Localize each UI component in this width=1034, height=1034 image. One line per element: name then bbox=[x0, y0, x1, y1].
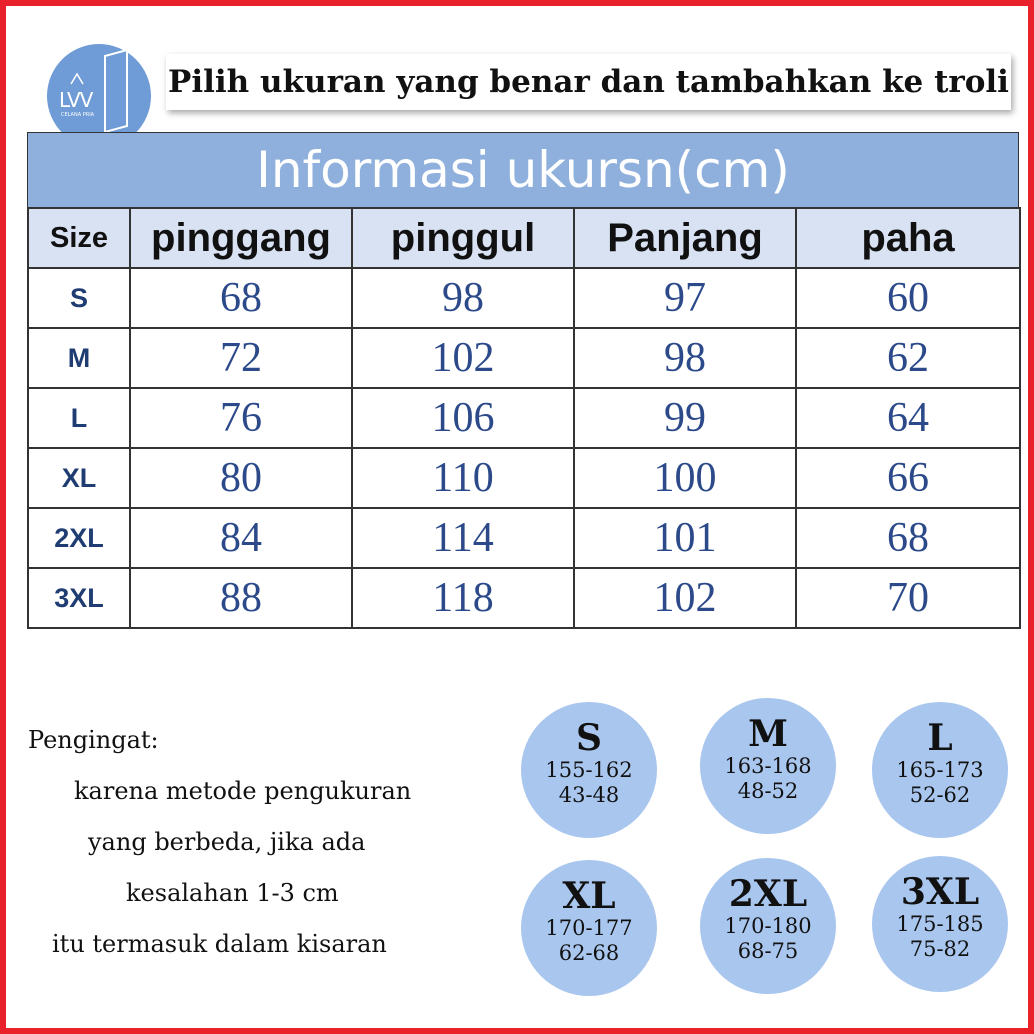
header-size: Size bbox=[28, 208, 130, 268]
cell-paha: 68 bbox=[796, 508, 1020, 568]
cell-panjang: 100 bbox=[574, 448, 796, 508]
size-table-title: Informasi ukursn(cm) bbox=[27, 132, 1019, 208]
badge-weight-range: 48-52 bbox=[737, 779, 799, 803]
cell-paha: 62 bbox=[796, 328, 1020, 388]
cell-pinggul: 118 bbox=[352, 568, 574, 628]
cell-paha: 64 bbox=[796, 388, 1020, 448]
badge-size: XL bbox=[562, 875, 616, 917]
logo-subtext: CELANA PRIA bbox=[61, 112, 95, 118]
headline-banner: Pilih ukuran yang benar dan tambahkan ke troli bbox=[166, 54, 1011, 110]
cell-pinggul: 110 bbox=[352, 448, 574, 508]
badge-weight-range: 75-82 bbox=[909, 937, 971, 961]
table-row bbox=[28, 448, 1020, 508]
cell-paha: 60 bbox=[796, 268, 1020, 328]
reminder-line: kesalahan 1-3 cm bbox=[126, 879, 339, 907]
badge-height-range: 165-173 bbox=[896, 758, 984, 782]
cell-pinggang: 76 bbox=[130, 388, 352, 448]
badge-height-range: 175-185 bbox=[896, 912, 984, 936]
cell-panjang: 99 bbox=[574, 388, 796, 448]
reminder-line: karena metode pengukuran bbox=[74, 777, 412, 805]
badge-size: 2XL bbox=[728, 873, 808, 915]
row-size-label: 2XL bbox=[28, 508, 130, 568]
row-size-label: S bbox=[28, 268, 130, 328]
header-panjang: Panjang bbox=[574, 208, 796, 268]
size-badge-s bbox=[521, 702, 657, 838]
badge-size: S bbox=[576, 717, 602, 759]
row-size-label: L bbox=[28, 388, 130, 448]
badge-height-range: 170-177 bbox=[545, 916, 633, 940]
cell-panjang: 97 bbox=[574, 268, 796, 328]
reminder-title: Pengingat: bbox=[28, 726, 159, 754]
header-pinggang: pinggang bbox=[130, 208, 352, 268]
size-badge-2xl bbox=[700, 858, 836, 994]
reminder-line: itu termasuk dalam kisaran bbox=[52, 930, 387, 958]
row-size-label: M bbox=[28, 328, 130, 388]
reminder-line: yang berbeda, jika ada bbox=[88, 828, 366, 856]
cell-pinggul: 98 bbox=[352, 268, 574, 328]
logo-text: LVV bbox=[59, 88, 93, 112]
cell-paha: 66 bbox=[796, 448, 1020, 508]
table-row bbox=[28, 328, 1020, 388]
table-row bbox=[28, 508, 1020, 568]
header-paha: paha bbox=[796, 208, 1020, 268]
badge-height-range: 163-168 bbox=[724, 754, 812, 778]
cell-pinggang: 88 bbox=[130, 568, 352, 628]
cell-panjang: 98 bbox=[574, 328, 796, 388]
size-badge-3xl bbox=[872, 856, 1008, 992]
cell-pinggul: 106 bbox=[352, 388, 574, 448]
cell-paha: 70 bbox=[796, 568, 1020, 628]
badge-weight-range: 43-48 bbox=[558, 783, 620, 807]
cell-pinggang: 72 bbox=[130, 328, 352, 388]
header-pinggul: pinggul bbox=[352, 208, 574, 268]
badge-height-range: 170-180 bbox=[724, 914, 812, 938]
table-row bbox=[28, 268, 1020, 328]
cell-pinggul: 114 bbox=[352, 508, 574, 568]
size-badge-xl bbox=[521, 860, 657, 996]
cell-pinggang: 84 bbox=[130, 508, 352, 568]
badge-size: L bbox=[927, 717, 953, 759]
badge-weight-range: 68-75 bbox=[737, 939, 799, 963]
badge-size: 3XL bbox=[900, 871, 980, 913]
row-size-label: XL bbox=[28, 448, 130, 508]
row-size-label: 3XL bbox=[28, 568, 130, 628]
size-table-header bbox=[28, 208, 1020, 268]
size-badge-m bbox=[700, 698, 836, 834]
table-row bbox=[28, 388, 1020, 448]
badge-weight-range: 52-62 bbox=[909, 783, 971, 807]
badge-weight-range: 62-68 bbox=[558, 941, 620, 965]
size-table bbox=[27, 207, 1021, 629]
size-badge-l bbox=[872, 702, 1008, 838]
cell-pinggang: 68 bbox=[130, 268, 352, 328]
badge-size: M bbox=[748, 713, 788, 755]
cell-panjang: 102 bbox=[574, 568, 796, 628]
cell-pinggul: 102 bbox=[352, 328, 574, 388]
table-row bbox=[28, 568, 1020, 628]
badge-height-range: 155-162 bbox=[545, 758, 633, 782]
cell-pinggang: 80 bbox=[130, 448, 352, 508]
cell-panjang: 101 bbox=[574, 508, 796, 568]
